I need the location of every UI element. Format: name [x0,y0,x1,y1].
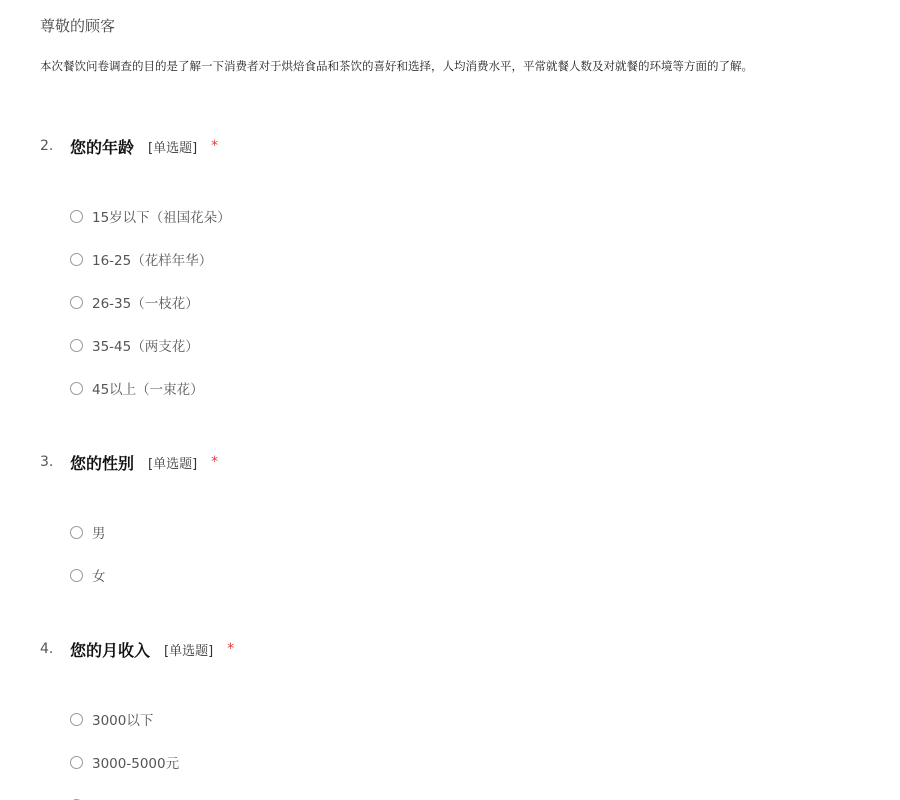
question-title: 您的月收入 [70,640,151,660]
required-marker: * [211,454,219,470]
option-label: 16-25（花样年华） [92,253,213,269]
option-label: 女 [92,569,106,585]
survey-intro: 本次餐饮问卷调查的目的是了解一下消费者对于烘焙食品和茶饮的喜好和选择，人均消费水平，平常就餐人数及对就餐的环境等方面的了解。 [40,59,753,73]
radio-button[interactable] [70,339,83,352]
question-type: [单选题] [164,643,214,659]
option-label: 3000-5000元 [92,756,180,772]
required-marker: * [211,138,219,154]
radio-button[interactable] [70,296,83,309]
question-number: 2. [40,138,54,154]
radio-button[interactable] [70,210,83,223]
question-title: 您的年龄 [70,137,135,157]
option-label: 45以上（一束花） [92,382,204,398]
radio-button[interactable] [70,713,83,726]
required-marker: * [227,641,235,657]
radio-button[interactable] [70,756,83,769]
question-type: [单选题] [148,140,198,156]
option-age-under-15[interactable] [70,205,231,227]
option-gender-female[interactable] [70,564,106,586]
question-title: 您的性别 [70,453,135,473]
option-age-26-35[interactable] [70,291,199,313]
option-gender-male[interactable] [70,521,106,543]
question-header [40,450,218,474]
radio-button[interactable] [70,569,83,582]
question-header [40,134,218,158]
option-label: 35-45（两支花） [92,339,199,355]
option-label: 26-35（一枝花） [92,296,199,312]
option-label: 15岁以下（祖国花朵） [92,210,231,226]
question-type: [单选题] [148,456,198,472]
radio-button[interactable] [70,253,83,266]
radio-button[interactable] [70,382,83,395]
option-age-35-45[interactable] [70,334,199,356]
question-number: 3. [40,454,54,470]
option-income-under-3000[interactable] [70,708,153,730]
radio-button[interactable] [70,526,83,539]
greeting-title: 尊敬的顾客 [40,17,116,35]
option-age-16-25[interactable] [70,248,212,270]
option-label: 3000以下 [92,713,154,729]
question-number: 4. [40,641,54,657]
option-income-partial[interactable] [70,794,92,800]
question-header [40,637,234,661]
option-income-3000-5000[interactable] [70,751,179,773]
option-age-over-45[interactable] [70,377,204,399]
option-label: 男 [92,526,106,542]
